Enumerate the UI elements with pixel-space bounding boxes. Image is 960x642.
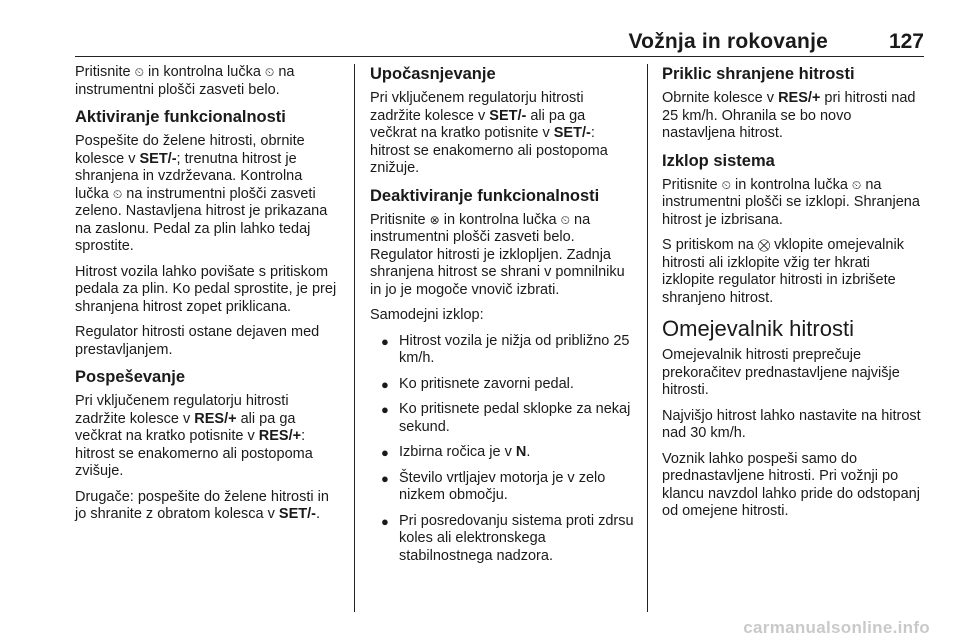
cruise-control-icon: ⏲ [560, 212, 570, 227]
paragraph: Omejevalnik hitrosti preprečuje prekoračitev prednastavljene najvišje hitrosti. [662, 347, 900, 398]
paragraph: Samodejni izklop: [370, 307, 484, 323]
paragraph: Obrnite kolesce v RES/+ pri hitrosti nad 25 km/h. Ohranila se bo novo nastavljena hitrost. [662, 90, 916, 141]
column-divider [354, 64, 355, 612]
paragraph: Pritisnite ⊗ in kontrolna lučka ⏲ na instrumentni plošči zasveti belo. Regulator hitrosti je izklopljen. Zadnja shranjena hitrost se shrani v pomnilniku in jo je mogoče vnovič izbrati. [370, 211, 625, 298]
bullet-icon: ● [381, 376, 389, 392]
heading-omejevalnik: Omejevalnik hitrosti [662, 316, 854, 341]
auto-off-list [370, 333, 634, 566]
cruise-control-icon: ⏲ [851, 177, 862, 192]
heading-pospesevanje: Pospeševanje [75, 368, 186, 386]
heading-upocasnjevanje: Upočasnjevanje [370, 65, 496, 83]
cruise-control-icon: ⏲ [264, 65, 275, 79]
speed-limiter-icon: ⛒ [757, 238, 771, 252]
column-3 [662, 64, 926, 529]
bullet-icon: ● [381, 333, 389, 349]
paragraph: Najvišjo hitrost lahko nastavite na hitrost nad 30 km/h. [662, 407, 921, 441]
paragraph: Voznik lahko pospeši samo do prednastavljene hitrosti. Pri vožnji po klancu navzdol lahko pride do odstopanj od omejene hitrosti. [662, 450, 920, 519]
cruise-control-icon: ⏲ [112, 186, 123, 201]
paragraph: Pri vključenem regulatorju hitrosti zadržite kolesce v RES/+ ali pa ga večkrat na kratko potisnite v RES/+: hitrost se enakomerno ali postopoma zvišuje. [75, 393, 313, 479]
bullet-icon: ● [381, 513, 389, 529]
heading-aktiviranje: Aktiviranje funkcionalnosti [75, 108, 286, 126]
list-item: ● Izbirna ročica je v N. [381, 444, 531, 460]
page-number: 127 [888, 30, 924, 53]
bullet-icon: ● [381, 470, 389, 486]
paragraph: Pritisnite ⏲ in kontrolna lučka ⏲ na instrumentni plošči se izklopi. Shranjena hitrost je izbrisana. [662, 176, 920, 228]
paragraph: Pritisnite ⏲ in kontrolna lučka ⏲ na instrumentni plošči zasveti belo. [75, 64, 295, 98]
paragraph: Regulator hitrosti ostane dejaven med prestavljanjem. [75, 324, 320, 358]
heading-deaktiviranje: Deaktiviranje funkcionalnosti [370, 186, 600, 205]
column-1 [75, 64, 339, 532]
paragraph: Hitrost vozila lahko povišate s pritiskom pedala za plin. Ko pedal sprostite, je prej shranjena hitrost zopet priklicana. [75, 263, 337, 315]
paragraph: S pritiskom na ⛒ vklopite omejevalnik hitrosti ali izklopite vžig ter hkrati izklopite regulator hitrosti in izbrišete shranjeno hitrost. [662, 237, 904, 306]
column-2 [370, 64, 634, 573]
bullet-icon: ● [381, 445, 389, 460]
watermark: carmanualsonline.info [743, 618, 930, 637]
cruise-control-icon: ⏲ [134, 65, 145, 79]
paragraph: Pri vključenem regulatorju hitrosti zadržite kolesce v SET/- ali pa ga večkrat na kratko potisnite v SET/-: hitrost se enakomerno ali postopoma znižuje. [370, 90, 608, 176]
cruise-control-icon: ⏲ [721, 177, 732, 192]
list-item: ● Pri posredovanju sistema proti zdrsu koles ali elektronskega stabilnostnega nadzora. [381, 512, 634, 564]
list-item: ● Ko pritisnete zavorni pedal. [381, 375, 574, 392]
heading-priklic: Priklic shranjene hitrosti [662, 65, 855, 83]
list-item: ● Hitrost vozila je nižja od približno 25 km/h. [381, 332, 630, 366]
column-divider [647, 64, 648, 612]
list-item: ● Število vrtljajev motorja je v zelo nizkem območju. [381, 469, 606, 503]
section-title: Vožnja in rokovanje [628, 30, 828, 53]
cruise-cancel-icon: ⊗ [429, 212, 440, 227]
page-header [0, 0, 960, 60]
header-rule [75, 56, 924, 57]
bullet-icon: ● [381, 402, 389, 417]
paragraph: Drugače: pospešite do želene hitrosti in jo shranite z obratom kolesca v SET/-. [75, 488, 329, 522]
paragraph: Pospešite do želene hitrosti, obrnite kolesce v SET/-; trenutna hitrost je shranjena in vzdrževana. Kontrolna lučka ⏲ na instrumentni plošči zasveti zeleno. Nastavljena hitrost je prikazana na zaslonu. Pedal za plin lahko tedaj sprostite. [75, 133, 328, 254]
heading-izklop: Izklop sistema [662, 151, 775, 170]
list-item: ● Ko pritisnete pedal sklopke za nekaj sekund. [381, 401, 631, 435]
